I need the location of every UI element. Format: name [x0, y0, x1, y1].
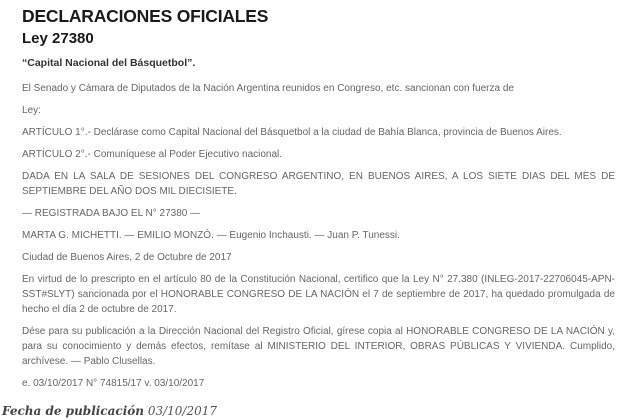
law-title: Ley 27380: [22, 30, 94, 47]
paragraph-article-1: ARTÍCULO 1°.- Declárase como Capital Nacional del Básquetbol a la ciudad de Bahía Blanca, provincia de Buenos Aires.: [22, 127, 562, 138]
paragraph-ley-label: Ley:: [22, 105, 41, 116]
paragraph-dada-en-sala: DADA EN LA SALA DE SESIONES DEL CONGRESO ARGENTINO, EN BUENOS AIRES, A LOS SIETE DIAS DEL MES DE SEPTIEMBRE DEL AÑO DOS MIL DIECISIETE.: [22, 171, 615, 197]
paragraph-signatures: MARTA G. MICHETTI. — EMILIO MONZÓ. — Eugenio Inchausti. — Juan P. Tunessi.: [22, 230, 400, 241]
edition-reference-line: e. 03/10/2017 N° 74815/17 v. 03/10/2017: [22, 378, 205, 389]
paragraph-promulgation: En virtud de lo prescripto en el artículo 80 de la Constitución Nacional, certifico que la Ley N° 27.380 (INLEG-2017-22706045-APN-SST#SLYT) sancionada por el HONORABLE CONGRESO DE LA NACIÓN el 7 de septiembre de 2017, ha quedado promulgada de hecho el día 2 de octubre de 2017.: [22, 274, 615, 315]
paragraph-place-date: Ciudad de Buenos Aires, 2 de Octubre de 2017: [22, 252, 232, 263]
paragraph-publication-order: Dése para su publicación a la Dirección Nacional del Registro Oficial, gírese copia al HONORABLE CONGRESO DE LA NACIÓN y, para su conocimiento y demás efectos, remítase al MINISTERIO DEL INTERIOR, OBRAS PÚBLICAS Y VIVIENDA. Cumplido, archívese. — Pablo Clusellas.: [22, 326, 615, 367]
publication-date-label: Fecha de publicación: [2, 404, 144, 418]
section-title: DECLARACIONES OFICIALES: [22, 6, 269, 26]
law-subtitle: “Capital Nacional del Básquetbol”.: [22, 57, 196, 69]
publication-date-footer: [0, 404, 640, 418]
paragraph-sanction-preamble: El Senado y Cámara de Diputados de la Nación Argentina reunidos en Congreso, etc. sancionan con fuerza de: [22, 83, 514, 94]
publication-date-value: 03/10/2017: [147, 404, 217, 418]
paragraph-article-2: ARTÍCULO 2°.- Comuníquese al Poder Ejecutivo nacional.: [22, 149, 283, 160]
paragraph-registration-number: — REGISTRADA BAJO EL N° 27380 —: [22, 208, 201, 219]
